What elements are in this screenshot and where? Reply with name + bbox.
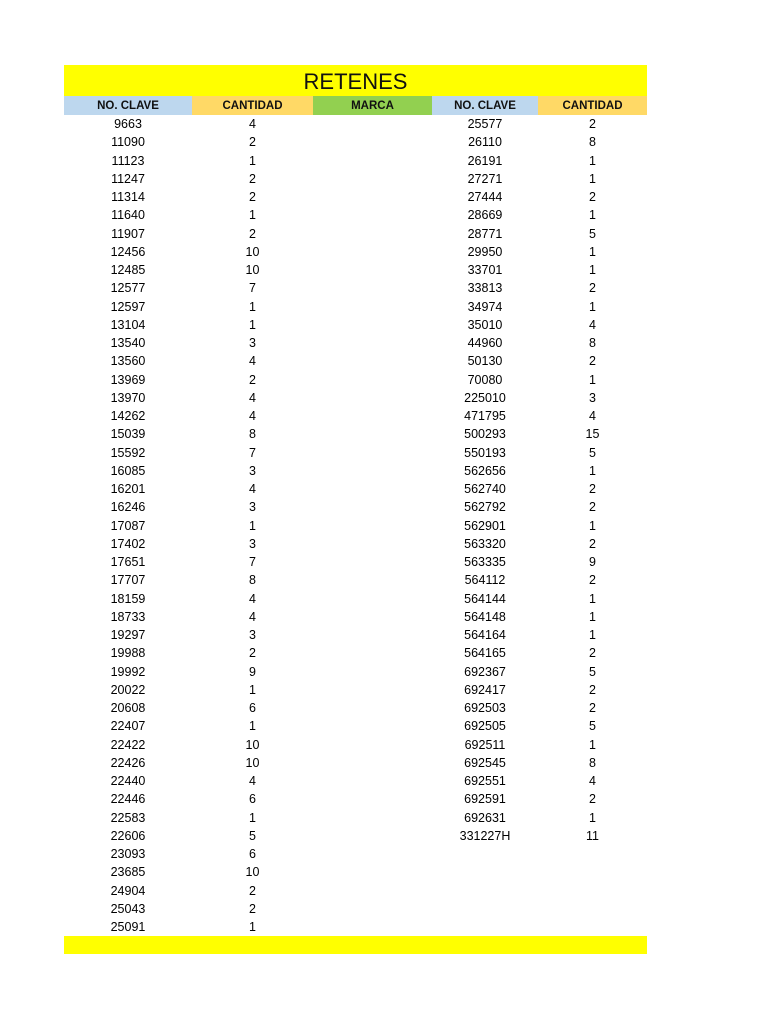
- table-body: [64, 115, 647, 936]
- table-cell-clave: 550193: [464, 445, 506, 460]
- table-cell-clave: 29950: [467, 244, 503, 259]
- table-cell-cantidad: 1: [589, 628, 596, 642]
- table-cell-cantidad: 2: [249, 135, 256, 150]
- table-cell-clave: 22426: [110, 755, 146, 770]
- table-cell-cantidad: 2: [249, 190, 256, 204]
- table-cell-cantidad: 9: [249, 664, 256, 679]
- table-cell-clave: 331227H: [459, 828, 511, 843]
- table-cell-clave: 22440: [110, 774, 146, 788]
- table-cell-cantidad: 5: [589, 226, 596, 241]
- table-cell-cantidad: 2: [249, 646, 256, 661]
- table-cell-clave: 22407: [110, 719, 146, 734]
- table-cell-cantidad: 4: [589, 774, 596, 788]
- table-cell-clave: 23093: [110, 847, 146, 861]
- header-row: [64, 96, 647, 115]
- table-cell-clave: 28771: [467, 226, 503, 241]
- table-cell-clave: 22422: [110, 737, 146, 752]
- table-cell-cantidad: 1: [589, 609, 596, 624]
- table-cell-cantidad: 4: [249, 354, 256, 369]
- table-cell-cantidad: 1: [589, 208, 596, 223]
- table-cell-cantidad: 10: [245, 755, 260, 770]
- table-cell-clave: 19992: [110, 664, 146, 679]
- table-cell-clave: 24904: [110, 883, 146, 898]
- table-cell-cantidad: 1: [589, 372, 596, 387]
- table-cell-clave: 692545: [464, 755, 506, 770]
- table-cell-cantidad: 1: [249, 682, 256, 697]
- table-cell-cantidad: 3: [589, 390, 596, 405]
- table-cell-cantidad: 4: [249, 409, 256, 423]
- table-cell-cantidad: 2: [249, 226, 256, 241]
- table-cell-clave: 564112: [464, 573, 506, 588]
- table-cell-cantidad: 4: [589, 317, 596, 332]
- table-cell-cantidad: 3: [249, 500, 256, 515]
- table-cell-clave: 14262: [110, 409, 146, 423]
- table-cell-cantidad: 1: [249, 518, 256, 533]
- table-cell-cantidad: 3: [249, 336, 256, 350]
- table-cell-clave: 12485: [110, 263, 146, 277]
- table-cell-clave: 13560: [110, 354, 146, 369]
- table-cell-cantidad: 10: [245, 263, 260, 277]
- table-cell-clave: 22583: [110, 810, 146, 825]
- table-cell-cantidad: 2: [249, 372, 256, 387]
- table-cell-clave: 564165: [464, 646, 506, 661]
- retenes-sheet: [64, 65, 647, 936]
- table-cell-clave: 11090: [111, 135, 145, 150]
- table-cell-clave: 33701: [467, 263, 503, 277]
- table-cell-clave: 34974: [467, 299, 503, 314]
- table-cell-cantidad: 3: [249, 628, 256, 642]
- column-cantidad-right: [538, 115, 647, 936]
- table-cell-cantidad: 1: [589, 518, 596, 533]
- column-cantidad-left: [192, 115, 313, 936]
- table-cell-clave: 12597: [110, 299, 146, 314]
- table-cell-cantidad: 8: [589, 336, 596, 350]
- table-cell-cantidad: 5: [589, 445, 596, 460]
- table-cell-cantidad: 2: [589, 573, 596, 588]
- table-cell-cantidad: 1: [589, 299, 596, 314]
- table-cell-cantidad: 2: [589, 117, 596, 131]
- table-cell-cantidad: 1: [589, 810, 596, 825]
- table-cell-cantidad: 4: [249, 774, 256, 788]
- table-cell-clave: 471795: [464, 409, 506, 423]
- column-clave-left: [64, 115, 192, 936]
- table-cell-clave: 19297: [110, 628, 146, 642]
- table-cell-cantidad: 15: [585, 427, 600, 442]
- table-cell-cantidad: 2: [589, 354, 596, 369]
- table-cell-clave: 17402: [110, 536, 146, 551]
- table-cell-cantidad: 6: [249, 792, 256, 807]
- table-cell-cantidad: 2: [589, 646, 596, 661]
- table-cell-clave: 692505: [464, 719, 506, 734]
- table-cell-clave: 22446: [110, 792, 146, 807]
- header-marca: MARCA: [313, 96, 432, 115]
- table-cell-clave: 564164: [464, 628, 506, 642]
- table-cell-clave: 692503: [464, 701, 506, 715]
- table-cell-cantidad: 1: [249, 299, 256, 314]
- table-cell-clave: 564144: [464, 591, 506, 606]
- table-cell-cantidad: 8: [249, 573, 256, 588]
- table-cell-cantidad: 7: [249, 555, 256, 569]
- table-cell-cantidad: 4: [249, 117, 256, 131]
- table-cell-cantidad: 2: [589, 281, 596, 296]
- table-cell-clave: 25577: [467, 117, 503, 131]
- table-cell-clave: 20608: [110, 701, 146, 715]
- table-cell-cantidad: 4: [249, 390, 256, 405]
- table-cell-cantidad: 2: [589, 500, 596, 515]
- table-cell-cantidad: 1: [249, 153, 256, 168]
- table-cell-cantidad: 10: [245, 244, 260, 259]
- table-cell-clave: 225010: [464, 390, 506, 405]
- table-cell-clave: 11123: [111, 153, 145, 168]
- table-cell-cantidad: 1: [589, 463, 596, 478]
- table-cell-cantidad: 1: [249, 719, 256, 734]
- table-cell-clave: 692417: [464, 682, 506, 697]
- table-cell-clave: 562901: [464, 518, 506, 533]
- table-cell-cantidad: 7: [249, 281, 256, 296]
- table-cell-clave: 692511: [464, 737, 506, 752]
- table-cell-clave: 26110: [468, 135, 502, 150]
- table-cell-cantidad: 4: [249, 591, 256, 606]
- table-cell-cantidad: 2: [589, 701, 596, 715]
- table-cell-clave: 562656: [464, 463, 506, 478]
- table-cell-clave: 28669: [467, 208, 503, 223]
- table-cell-cantidad: 10: [245, 737, 260, 752]
- table-cell-clave: 18159: [110, 591, 146, 606]
- table-cell-clave: 564148: [464, 609, 506, 624]
- header-cantidad-left: CANTIDAD: [192, 96, 313, 115]
- table-cell-cantidad: 2: [249, 171, 256, 186]
- table-cell-cantidad: 1: [249, 920, 256, 934]
- table-cell-clave: 16085: [110, 463, 146, 478]
- table-cell-clave: 27444: [467, 190, 503, 204]
- table-cell-clave: 26191: [467, 153, 503, 168]
- table-cell-clave: 13969: [110, 372, 146, 387]
- table-cell-cantidad: 7: [249, 445, 256, 460]
- table-cell-cantidad: 6: [249, 701, 256, 715]
- table-cell-clave: 35010: [467, 317, 503, 332]
- table-cell-cantidad: 2: [249, 901, 256, 916]
- table-cell-cantidad: 1: [589, 153, 596, 168]
- table-cell-cantidad: 11: [586, 828, 599, 843]
- table-cell-cantidad: 2: [249, 883, 256, 898]
- table-cell-clave: 692631: [464, 810, 506, 825]
- table-cell-clave: 563335: [464, 555, 506, 569]
- table-cell-cantidad: 5: [589, 664, 596, 679]
- table-cell-cantidad: 1: [249, 317, 256, 332]
- table-cell-cantidad: 4: [249, 482, 256, 496]
- table-cell-cantidad: 5: [589, 719, 596, 734]
- table-cell-clave: 9663: [114, 117, 142, 131]
- header-clave-left: NO. CLAVE: [64, 96, 192, 115]
- table-cell-cantidad: 8: [589, 135, 596, 150]
- table-cell-cantidad: 9: [589, 555, 596, 569]
- table-cell-cantidad: 1: [249, 208, 256, 223]
- table-cell-clave: 25043: [110, 901, 146, 916]
- table-cell-clave: 23685: [110, 865, 146, 880]
- table-cell-cantidad: 8: [249, 427, 256, 442]
- table-cell-cantidad: 3: [249, 536, 256, 551]
- table-cell-cantidad: 1: [589, 263, 596, 277]
- table-cell-clave: 17087: [110, 518, 146, 533]
- table-cell-cantidad: 5: [249, 828, 256, 843]
- table-cell-clave: 16246: [110, 500, 146, 515]
- table-cell-clave: 15039: [110, 427, 146, 442]
- table-cell-clave: 500293: [464, 427, 506, 442]
- table-cell-cantidad: 10: [245, 865, 260, 880]
- table-cell-cantidad: 2: [589, 536, 596, 551]
- table-cell-clave: 44960: [467, 336, 503, 350]
- column-clave-right: [432, 115, 538, 936]
- header-cantidad-right: CANTIDAD: [538, 96, 647, 115]
- table-cell-clave: 692367: [464, 664, 506, 679]
- header-clave-right: NO. CLAVE: [432, 96, 538, 115]
- table-cell-clave: 11314: [111, 190, 145, 204]
- table-cell-clave: 692551: [464, 774, 506, 788]
- table-cell-cantidad: 2: [589, 190, 596, 204]
- table-cell-cantidad: 1: [249, 810, 256, 825]
- sheet-title: RETENES: [64, 65, 647, 96]
- table-cell-clave: 563320: [464, 536, 506, 551]
- table-cell-cantidad: 4: [249, 609, 256, 624]
- table-cell-clave: 33813: [467, 281, 503, 296]
- table-cell-clave: 11247: [111, 171, 145, 186]
- table-cell-cantidad: 1: [589, 171, 596, 186]
- table-cell-clave: 692591: [464, 792, 506, 807]
- table-cell-clave: 19988: [110, 646, 146, 661]
- table-cell-clave: 17707: [110, 573, 146, 588]
- table-cell-cantidad: 3: [249, 463, 256, 478]
- table-cell-cantidad: 2: [589, 682, 596, 697]
- table-cell-clave: 25091: [110, 920, 146, 934]
- table-cell-clave: 13540: [110, 336, 146, 350]
- table-cell-cantidad: 6: [249, 847, 256, 861]
- table-cell-clave: 13104: [110, 317, 146, 332]
- table-cell-clave: 18733: [110, 609, 146, 624]
- table-cell-clave: 27271: [467, 171, 503, 186]
- table-cell-clave: 12577: [110, 281, 146, 296]
- footer-bar: [64, 936, 647, 954]
- table-cell-cantidad: 1: [589, 591, 596, 606]
- table-cell-clave: 562740: [464, 482, 506, 496]
- table-cell-clave: 70080: [467, 372, 503, 387]
- table-cell-clave: 22606: [110, 828, 146, 843]
- table-cell-clave: 11640: [111, 208, 145, 223]
- table-cell-clave: 20022: [110, 682, 146, 697]
- table-cell-cantidad: 1: [589, 244, 596, 259]
- table-cell-clave: 562792: [464, 500, 506, 515]
- table-cell-clave: 16201: [110, 482, 146, 496]
- table-cell-clave: 50130: [467, 354, 503, 369]
- table-cell-cantidad: 1: [589, 737, 596, 752]
- table-cell-clave: 11907: [111, 226, 145, 241]
- column-marca: [313, 115, 432, 936]
- table-cell-clave: 15592: [110, 445, 146, 460]
- table-cell-cantidad: 4: [589, 409, 596, 423]
- table-cell-cantidad: 2: [589, 792, 596, 807]
- table-cell-cantidad: 2: [589, 482, 596, 496]
- table-cell-clave: 13970: [110, 390, 146, 405]
- table-cell-clave: 17651: [110, 555, 146, 569]
- table-cell-cantidad: 8: [589, 755, 596, 770]
- table-cell-clave: 12456: [110, 244, 146, 259]
